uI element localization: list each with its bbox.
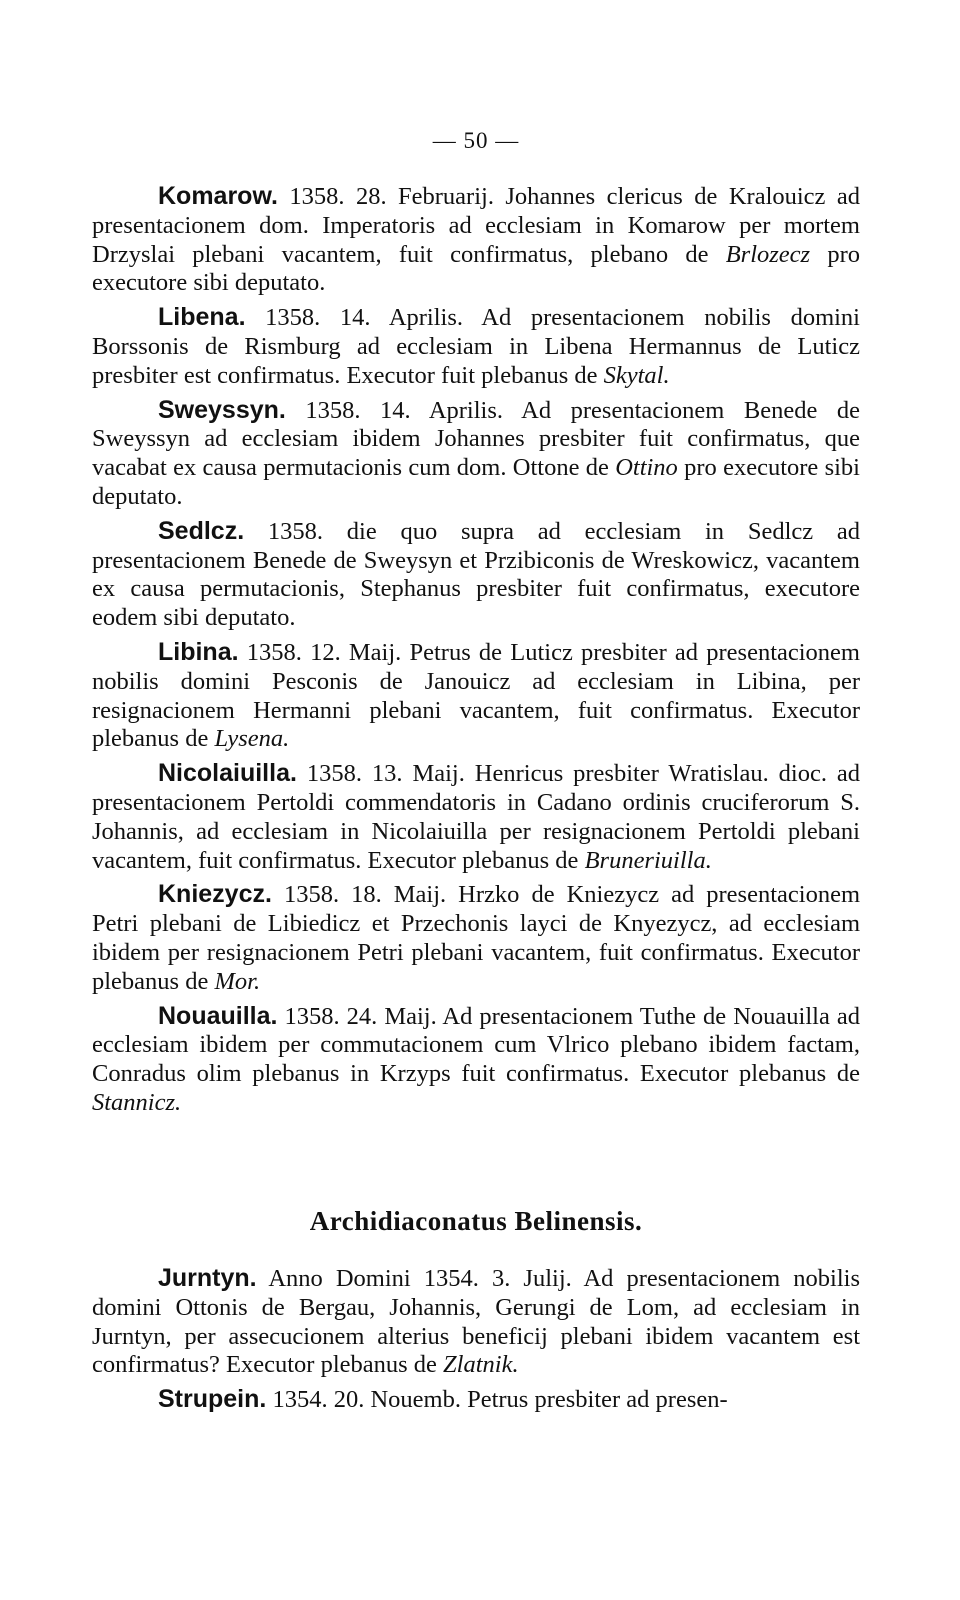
entry-place: Kniezycz. <box>158 880 272 909</box>
entry-place: Libina. <box>158 637 239 666</box>
entry-sedlcz <box>92 517 860 633</box>
entry-place: Strupein. <box>158 1385 267 1414</box>
entry-kniezycz <box>92 880 860 996</box>
entries-list <box>92 182 860 1123</box>
entry-nouauilla <box>92 1002 860 1118</box>
entry-text: 1358. 13. Maij. Henricus presbiter Wratislau. dioc. ad presentacionem Pertoldi commendatoris in Cadano ordinis cruciferorum S. Johannis, ad ecclesiam in Nicolaiuilla per resignacionem Pertoldi plebani vacantem, fuit confirmatus. Executor plebanus de <box>92 760 860 874</box>
entry-text: 1354. 20. Nouemb. Petrus presbiter ad presen- <box>266 1386 728 1414</box>
entry-place: Sedlcz. <box>158 516 245 545</box>
entry-komarow <box>92 182 860 298</box>
entry-executor-place: Brlozecz <box>725 240 811 268</box>
entry-text: 1358. 24. Maij. Ad presentacionem Tuthe de Nouauilla ad ecclesiam ibidem per commutacionem cum Vlrico plebano ibidem factam, Conradus olim plebanus in Krzyps fuit confirmatus. Executor plebanus de <box>92 1002 860 1088</box>
entry-place: Jurntyn. <box>158 1264 257 1292</box>
section-entries-list <box>92 1264 860 1420</box>
entry-text: 1358. 12. Maij. Petrus de Luticz presbiter ad presentacionem nobilis domini Pesconis de Janouicz ad ecclesiam in Libina, per resignacionem Hermanni plebani vacantem, fuit confirmatus. Executor plebanus de <box>92 638 860 753</box>
entry-jurntyn <box>92 1264 860 1380</box>
section-title: Archidiaconatus Belinensis. <box>309 1206 643 1236</box>
entry-libina <box>92 638 860 754</box>
entry-text: 1358. 14. Aprilis. Ad presentacionem Benede de Sweyssyn ad ecclesiam ibidem Johannes presbiter fuit confirmatus, que vacabat ex causa permutacionis cum dom. Ottone de <box>92 396 860 482</box>
entry-text: 1358. die quo supra ad ecclesiam in Sedlcz ad presentacionem Benede de Sweysyn et Przibiconis de Wreskowicz, vacantem ex causa permutacionis, Stephanus presbiter fuit confirmatus, executore eodem sibi deputato. <box>92 517 860 632</box>
entry-libena <box>92 303 860 390</box>
entry-executor-place: Skytal. <box>603 361 670 389</box>
entry-executor-place: Bruneriuilla. <box>584 846 712 874</box>
entry-place: Sweyssyn. <box>158 395 286 424</box>
entry-executor-place: Zlatnik. <box>443 1351 519 1379</box>
entry-text: 1358. 28. Februarij. Johannes clericus de Kralouicz ad presentacionem dom. Imperatoris ad ecclesiam in Komarow per mortem Drzyslai plebani vacantem, fuit confirmatus, plebano de <box>92 183 860 268</box>
entry-strupein <box>92 1385 860 1415</box>
entry-executor-place: Stannicz. <box>92 1088 182 1116</box>
entry-place: Libena. <box>158 303 246 332</box>
entry-place: Komarow. <box>158 182 278 210</box>
entry-text: 1358. 14. Aprilis. Ad presentacionem nobilis domini Borssonis de Rismburg ad ecclesiam in Libena Hermannus de Luticz presbiter est confirmatus. Executor fuit plebanus de <box>92 304 860 389</box>
entry-text-end: pro executore sibi deputato. <box>92 454 860 510</box>
entry-place: Nouauilla. <box>158 1001 278 1030</box>
page-number: — 50 — <box>432 128 520 153</box>
entry-place: Nicolaiuilla. <box>158 759 297 788</box>
entry-executor-place: Ottino <box>615 454 678 482</box>
entry-text-end: pro executore sibi deputato. <box>92 240 860 297</box>
entry-executor-place: Mor. <box>214 967 261 995</box>
entry-executor-place: Lysena. <box>214 725 290 753</box>
entry-sweyssyn <box>92 396 860 512</box>
entry-nicolaiuilla <box>92 759 860 875</box>
entry-text: Anno Domini 1354. 3. Julij. Ad presentacionem nobilis domini Ottonis de Bergau, Johannis, Gerungi de Lom, ad ecclesiam in Jurntyn, per assecucionem alterius beneficij plebani ibidem vacantem est confirmatus? Executor plebanus de <box>92 1265 860 1379</box>
entry-text: 1358. 18. Maij. Hrzko de Kniezycz ad presentacionem Petri plebani de Libiedicz et Przechonis layci de Knyezycz, ad ecclesiam ibidem per resignacionem Petri plebani vacantem, fuit confirmatus. Executor plebanus de <box>92 881 860 995</box>
